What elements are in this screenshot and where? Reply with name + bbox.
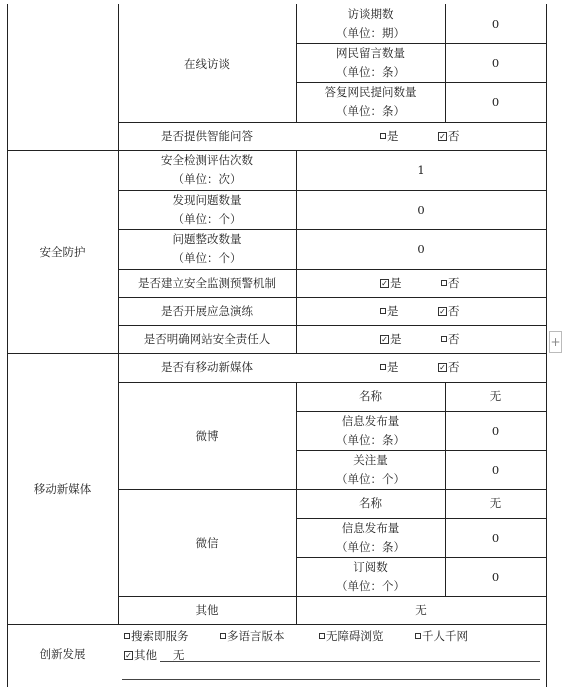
- mobile-other-label: 其他: [195, 603, 219, 617]
- emergency-drill-no[interactable]: ✓ 否: [439, 304, 460, 318]
- label-line2: （单位：个）: [172, 251, 242, 265]
- problems-found-value: 0: [417, 203, 425, 217]
- interview-count-value: 0: [491, 17, 500, 31]
- checkbox-empty[interactable]: [124, 633, 130, 639]
- checkbox-empty[interactable]: [441, 336, 447, 342]
- weibo-posts-label: [296, 412, 445, 450]
- label-line2: （单位：个）: [172, 212, 242, 226]
- smart-qa-yes[interactable]: 是: [380, 127, 399, 145]
- checkbox-empty[interactable]: [220, 633, 226, 639]
- weibo-name-value: 无: [489, 389, 502, 403]
- security-owner-no[interactable]: 否: [441, 330, 460, 348]
- message-count-value: 0: [491, 56, 500, 70]
- security-section-label: 安全防护: [39, 245, 86, 259]
- label-line1: 信息发布量: [341, 521, 400, 535]
- option-accessibility[interactable]: 无障碍浏览: [319, 627, 384, 645]
- warning-mechanism-no[interactable]: 否: [441, 274, 460, 292]
- has-mobile-yes[interactable]: 是: [380, 358, 399, 376]
- weibo-label: 微博: [195, 429, 219, 443]
- label-line2: （单位：条）: [336, 104, 405, 118]
- message-count-label: [296, 44, 445, 82]
- mobile-section-label: 移动新媒体: [33, 482, 92, 496]
- security-owner-yes[interactable]: ✓ 是: [381, 332, 402, 346]
- checkbox-checked[interactable]: ✓: [439, 306, 446, 316]
- wechat-subscribers-label: [296, 558, 445, 596]
- weibo-posts-value: 0: [491, 424, 500, 438]
- checkbox-checked[interactable]: ✓: [439, 131, 446, 141]
- wechat-subscribers-value: 0: [491, 570, 500, 584]
- mobile-other-value: 无: [415, 603, 427, 617]
- security-check-label: [118, 151, 296, 189]
- label-line1: 安全检测评估次数: [161, 153, 253, 167]
- checkbox-empty[interactable]: [415, 633, 421, 639]
- wechat-posts-value: 0: [491, 531, 500, 545]
- other-value-field[interactable]: 无: [173, 648, 185, 662]
- label-line1: 关注量: [353, 453, 388, 467]
- label-line1: 网民留言数量: [336, 46, 405, 60]
- label-line2: （单位：次）: [172, 172, 242, 186]
- label-line1: 答复网民提问数量: [324, 85, 417, 99]
- option-multi-language[interactable]: 多语言版本: [220, 627, 285, 645]
- security-owner-label: 是否明确网站安全责任人: [143, 332, 271, 346]
- reply-count-value: 0: [491, 95, 500, 109]
- checkbox-checked[interactable]: ✓: [381, 278, 388, 288]
- smart-qa-no[interactable]: ✓ 否: [439, 129, 460, 143]
- checkbox-empty[interactable]: [380, 364, 386, 370]
- option-other[interactable]: ✓ 其他: [125, 648, 157, 662]
- checkbox-checked[interactable]: ✓: [381, 334, 388, 344]
- innovation-section-label: 创新发展: [39, 647, 86, 661]
- checkbox-checked[interactable]: ✓: [125, 650, 132, 660]
- weibo-followers-value: 0: [491, 463, 500, 477]
- label-line2: （单位：条）: [336, 540, 405, 554]
- warning-mechanism-label: 是否建立安全监测预警机制: [138, 276, 276, 290]
- checkbox-empty[interactable]: [380, 308, 386, 314]
- label-line1: 问题整改数量: [172, 232, 242, 246]
- wechat-name-label: 名称: [359, 496, 382, 510]
- has-mobile-label: 是否有移动新媒体: [161, 360, 253, 374]
- option-personalized[interactable]: 千人千网: [415, 627, 468, 645]
- label-line2: （单位：个）: [336, 579, 405, 593]
- label-line1: 信息发布量: [341, 414, 400, 428]
- label-line2: （单位：期）: [336, 26, 405, 40]
- has-mobile-no[interactable]: ✓ 否: [439, 360, 460, 374]
- label-line2: （单位：个）: [336, 472, 405, 486]
- checkbox-checked[interactable]: ✓: [439, 362, 446, 372]
- reply-count-label: [296, 83, 445, 121]
- checkbox-empty[interactable]: [441, 280, 447, 286]
- weibo-followers-label: [296, 451, 445, 489]
- smart-qa-label: 是否提供智能问答: [161, 129, 253, 143]
- label-line1: 订阅数: [353, 560, 388, 574]
- wechat-posts-label: [296, 519, 445, 557]
- checkbox-empty[interactable]: [380, 133, 386, 139]
- label-line2: （单位：条）: [336, 65, 405, 79]
- label-line2: （单位：条）: [336, 433, 405, 447]
- warning-mechanism-yes[interactable]: ✓ 是: [381, 276, 402, 290]
- online-interview-label: 在线访谈: [184, 57, 230, 71]
- security-check-value: 1: [417, 163, 425, 177]
- problems-found-label: [118, 191, 296, 229]
- label-line1: 访谈期数: [347, 7, 394, 21]
- emergency-drill-label: 是否开展应急演练: [161, 304, 253, 318]
- wechat-label: 微信: [195, 536, 219, 550]
- problems-fixed-value: 0: [417, 242, 425, 256]
- emergency-drill-yes[interactable]: 是: [380, 302, 399, 320]
- weibo-name-label: 名称: [359, 389, 382, 403]
- label-line1: 发现问题数量: [172, 193, 242, 207]
- checkbox-empty[interactable]: [319, 633, 325, 639]
- interview-count-label: [296, 5, 445, 43]
- problems-fixed-label: [118, 230, 296, 268]
- add-row-button[interactable]: +: [549, 331, 562, 353]
- option-search-service[interactable]: 搜索即服务: [124, 627, 189, 645]
- wechat-name-value: 无: [489, 496, 502, 510]
